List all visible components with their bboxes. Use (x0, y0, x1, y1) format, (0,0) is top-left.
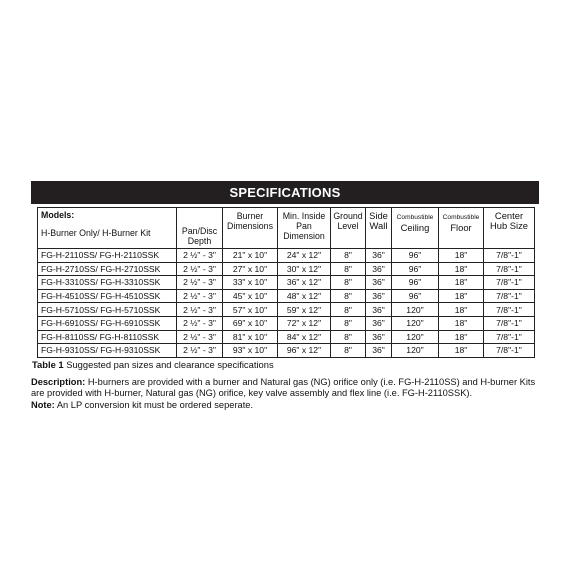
cell-ground: 8" (331, 276, 366, 290)
description-block (31, 377, 546, 411)
cell-model: FG-H-2710SS/ FG-H-2710SSK (38, 262, 177, 276)
cell-ground: 8" (331, 289, 366, 303)
cell-depth: 2 ½" - 3" (177, 316, 223, 330)
cell-side: 36" (366, 289, 392, 303)
cell-floor: 18" (439, 316, 484, 330)
cell-hub: 7/8"-1" (484, 249, 535, 263)
header-side-wall-label: Side Wall (369, 210, 388, 231)
header-burner-dimensions (223, 208, 278, 249)
header-ceiling-label: Ceiling (400, 222, 430, 233)
cell-model: FG-H-3310SS/ FG-H-3310SSK (38, 276, 177, 290)
cell-pan: 72" x 12" (278, 316, 331, 330)
cell-ground: 8" (331, 330, 366, 344)
cell-burner: 27" x 10" (223, 262, 278, 276)
cell-ground: 8" (331, 262, 366, 276)
cell-ground: 8" (331, 303, 366, 317)
header-center-hub-size-label: Center Hub Size (489, 210, 529, 231)
cell-burner: 69" x 10" (223, 316, 278, 330)
header-floor-combustible: Combustible (442, 214, 480, 221)
cell-depth: 2 ½" - 3" (177, 330, 223, 344)
header-pan-disc-depth (177, 208, 223, 249)
cell-ceiling: 96" (392, 289, 439, 303)
cell-floor: 18" (439, 262, 484, 276)
table-row (38, 303, 535, 317)
table-row (38, 276, 535, 290)
cell-depth: 2 ½" - 3" (177, 276, 223, 290)
cell-model: FG-H-9310SS/ FG-H-9310SSK (38, 344, 177, 358)
cell-ceiling: 120" (392, 316, 439, 330)
header-pan-disc-depth-label: Pan/Disc Depth (181, 226, 218, 246)
note-label: Note: (31, 399, 55, 410)
cell-side: 36" (366, 344, 392, 358)
cell-burner: 33" x 10" (223, 276, 278, 290)
description-label: Description: (31, 377, 86, 387)
cell-hub: 7/8"-1" (484, 330, 535, 344)
header-floor-label: Floor (450, 222, 472, 233)
cell-hub: 7/8"-1" (484, 289, 535, 303)
cell-ground: 8" (331, 344, 366, 358)
cell-model: FG-H-4510SS/ FG-H-4510SSK (38, 289, 177, 303)
cell-ceiling: 120" (392, 330, 439, 344)
cell-model: FG-H-6910SS/ FG-H-6910SSK (38, 316, 177, 330)
cell-ceiling: 96" (392, 276, 439, 290)
cell-floor: 18" (439, 276, 484, 290)
specifications-banner (31, 181, 539, 204)
table-header-row (38, 208, 535, 249)
cell-ground: 8" (331, 316, 366, 330)
cell-ceiling: 120" (392, 303, 439, 317)
banner-title: SPECIFICATIONS (229, 185, 341, 200)
cell-burner: 45" x 10" (223, 289, 278, 303)
specifications-table (37, 207, 535, 358)
cell-pan: 24" x 12" (278, 249, 331, 263)
header-side-wall (366, 208, 392, 249)
header-floor (439, 208, 484, 249)
cell-depth: 2 ½" - 3" (177, 344, 223, 358)
table-row (38, 289, 535, 303)
cell-side: 36" (366, 316, 392, 330)
cell-side: 36" (366, 262, 392, 276)
caption-text: Suggested pan sizes and clearance specifications (66, 359, 274, 370)
cell-hub: 7/8"-1" (484, 316, 535, 330)
header-min-inside-pan (278, 208, 331, 249)
cell-hub: 7/8"-1" (484, 303, 535, 317)
header-models-title: Models: (41, 210, 75, 220)
cell-pan: 96" x 12" (278, 344, 331, 358)
header-center-hub-size (484, 208, 535, 249)
header-ground-level-label: Ground Level (333, 211, 363, 231)
cell-side: 36" (366, 276, 392, 290)
cell-side: 36" (366, 330, 392, 344)
header-ceiling (392, 208, 439, 249)
cell-floor: 18" (439, 330, 484, 344)
cell-ceiling: 120" (392, 344, 439, 358)
cell-side: 36" (366, 303, 392, 317)
cell-depth: 2 ½" - 3" (177, 303, 223, 317)
table-caption (32, 359, 274, 370)
cell-floor: 18" (439, 303, 484, 317)
cell-pan: 30" x 12" (278, 262, 331, 276)
cell-depth: 2 ½" - 3" (177, 262, 223, 276)
cell-model: FG-H-2110SS/ FG-H-2110SSK (38, 249, 177, 263)
cell-hub: 7/8"-1" (484, 344, 535, 358)
cell-burner: 21" x 10" (223, 249, 278, 263)
table-row (38, 316, 535, 330)
cell-pan: 59" x 12" (278, 303, 331, 317)
header-ground-level (331, 208, 366, 249)
description-text: H-burners are provided with a burner and Natural gas (NG) orifice only (i.e. FG-H-2110SS) and H-burner Kits are provided with H-burner, Natural gas (NG) orifice, key valve assembly and flex line (i.e. FG-H-2110SSK). (31, 377, 536, 399)
header-min-inside-pan-label: Min. Inside Pan Dimension (282, 211, 326, 241)
cell-burner: 81" x 10" (223, 330, 278, 344)
cell-depth: 2 ½" - 3" (177, 289, 223, 303)
cell-ceiling: 96" (392, 249, 439, 263)
cell-hub: 7/8"-1" (484, 262, 535, 276)
cell-burner: 93" x 10" (223, 344, 278, 358)
cell-model: FG-H-5710SS/ FG-H-5710SSK (38, 303, 177, 317)
cell-ground: 8" (331, 249, 366, 263)
note-paragraph (31, 400, 546, 411)
cell-model: FG-H-8110SS/ FG-H-8110SSK (38, 330, 177, 344)
table-row (38, 330, 535, 344)
cell-burner: 57" x 10" (223, 303, 278, 317)
header-models (38, 208, 177, 249)
cell-side: 36" (366, 249, 392, 263)
cell-pan: 48" x 12" (278, 289, 331, 303)
cell-floor: 18" (439, 289, 484, 303)
cell-floor: 18" (439, 249, 484, 263)
caption-label: Table 1 (32, 359, 64, 370)
note-text: An LP conversion kit must be ordered seperate. (56, 399, 254, 410)
cell-depth: 2 ½" - 3" (177, 249, 223, 263)
description-paragraph (31, 377, 546, 400)
header-ceiling-combustible: Combustible (396, 214, 434, 221)
cell-pan: 36" x 12" (278, 276, 331, 290)
table-row (38, 344, 535, 358)
header-models-sub: H-Burner Only/ H-Burner Kit (41, 228, 151, 238)
table-row (38, 249, 535, 263)
cell-ceiling: 96" (392, 262, 439, 276)
cell-floor: 18" (439, 344, 484, 358)
header-burner-dimensions-label: Burner Dimensions (227, 211, 273, 231)
cell-pan: 84" x 12" (278, 330, 331, 344)
table-row (38, 262, 535, 276)
cell-hub: 7/8"-1" (484, 276, 535, 290)
